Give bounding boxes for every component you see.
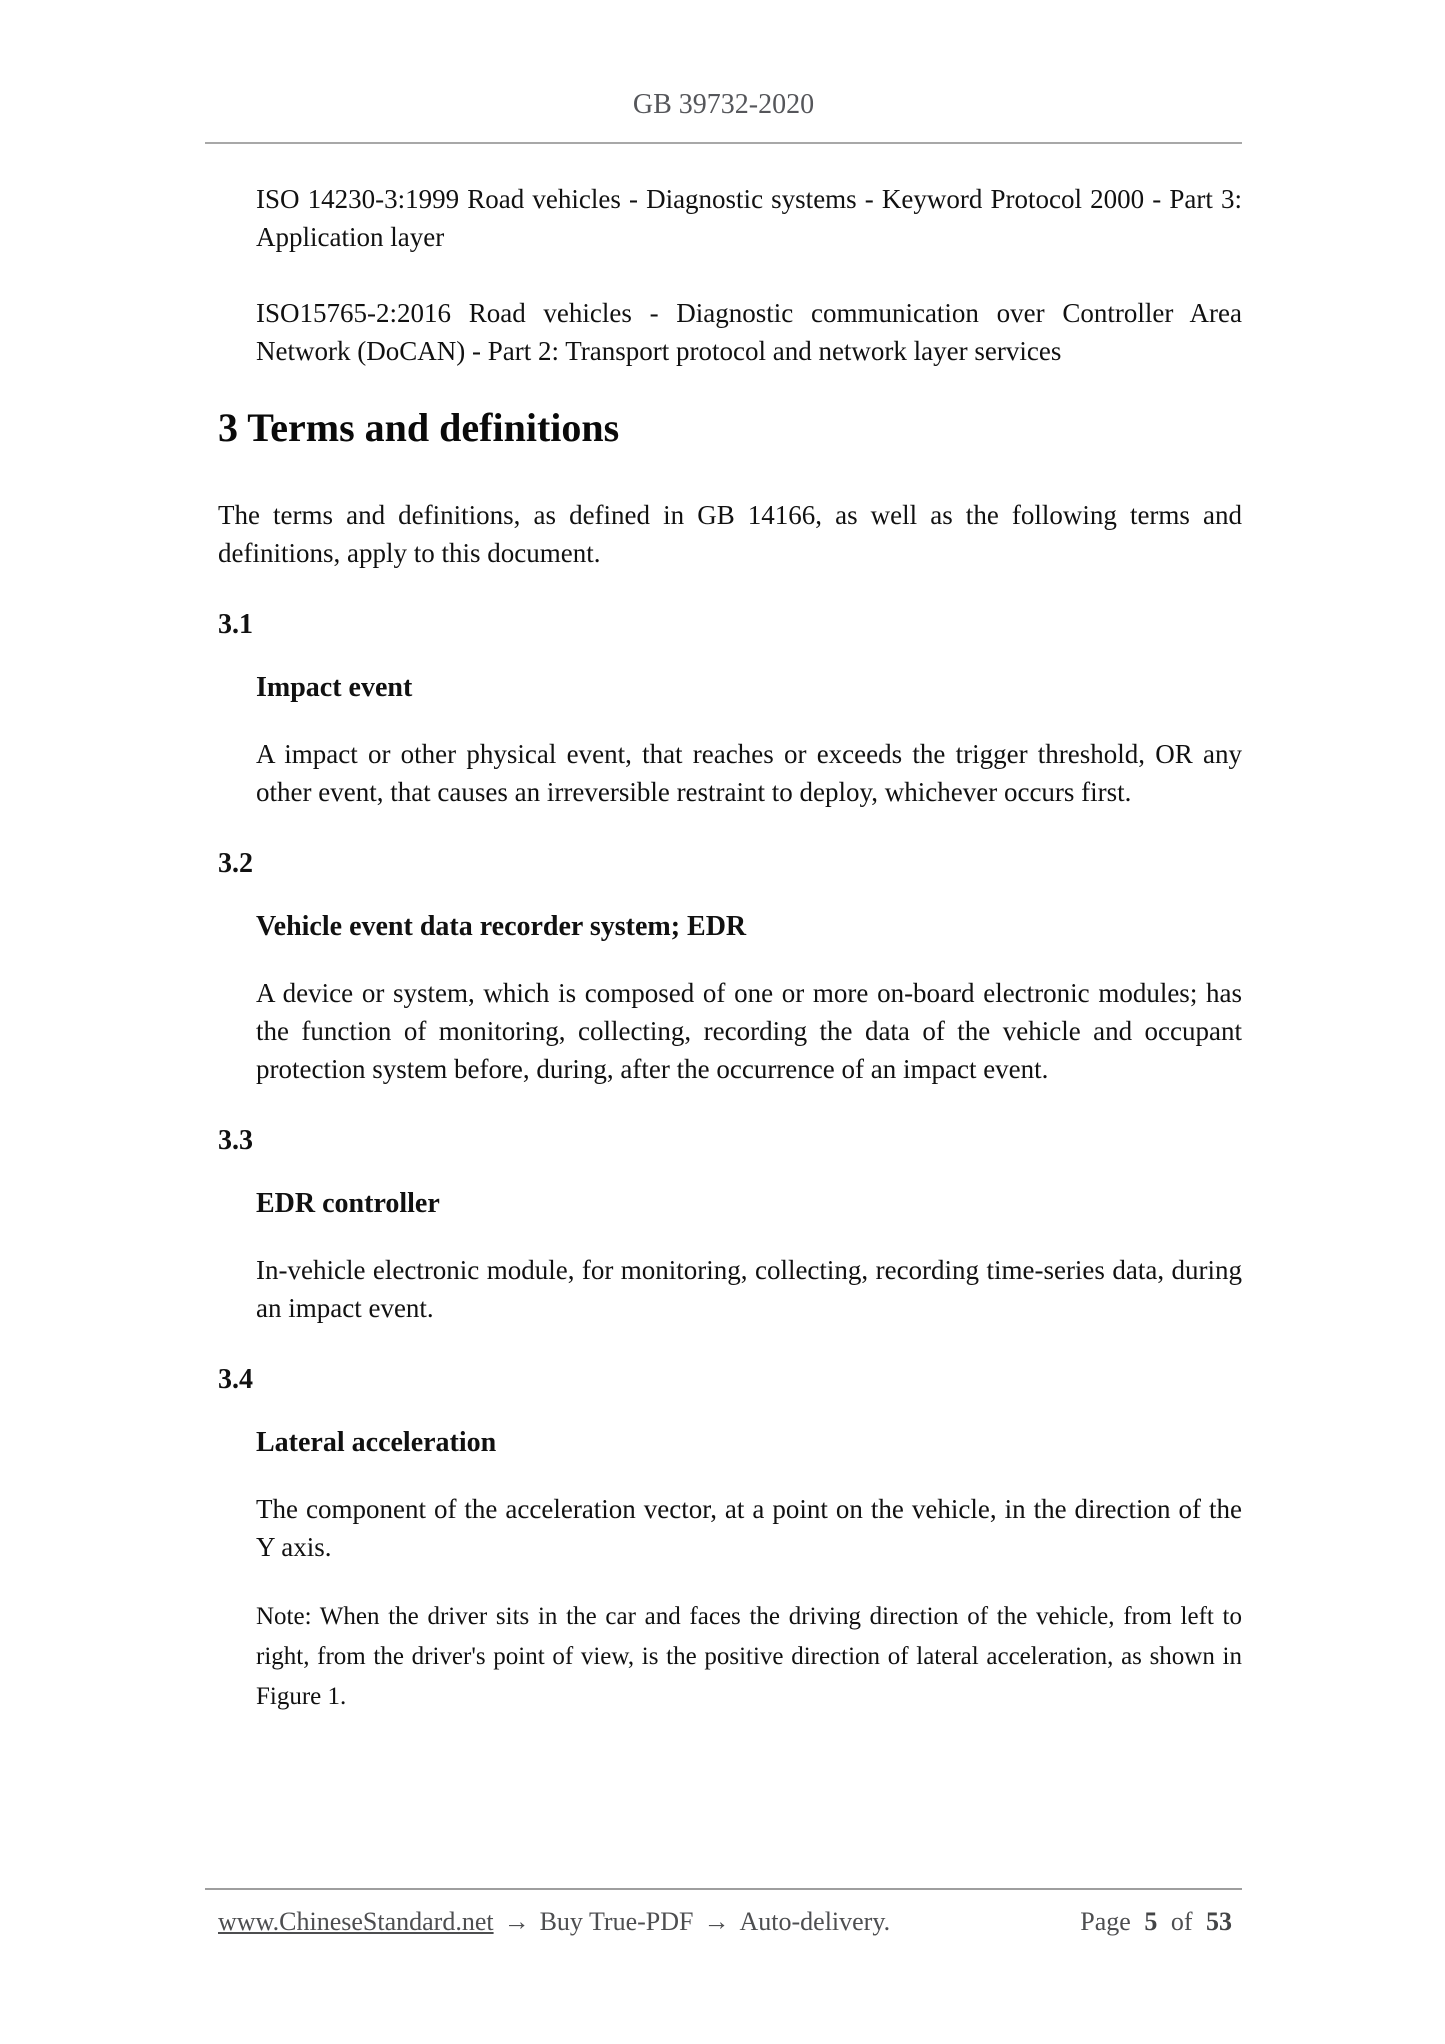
term-number: 3.2 [218, 848, 253, 879]
page-of: of [1170, 1907, 1193, 1936]
term-section-3-4 [205, 1362, 1242, 1717]
term-title: Lateral acceleration [256, 1427, 497, 1458]
section-heading: 3 Terms and definitions [218, 405, 620, 450]
page-content [205, 0, 1242, 1717]
running-header-doc-number: GB 39732-2020 [632, 89, 815, 120]
term-note: Note: When the driver sits in the car and faces the driving direction of the vehicle, from left to right, from the driver's point of view, is the positive direction of lateral acceleration, as shown in Figure 1. [256, 1603, 1242, 1710]
term-definition: A impact or other physical event, that reaches or exceeds the trigger threshold, OR any other event, that causes an irreversible restraint to deploy, whichever occurs first. [256, 739, 1242, 807]
term-definition: A device or system, which is composed of one or more on-board electronic modules; has the function of monitoring, collecting, recording the data of the vehicle and occupant protection system before, during, after the occurrence of an impact event. [256, 978, 1242, 1084]
page-label: Page [1080, 1907, 1131, 1936]
term-section-3-2 [205, 846, 1242, 1088]
term-title: Impact event [256, 672, 413, 703]
arrow-icon: → [703, 1907, 730, 1936]
footer-row [205, 1890, 1242, 1938]
footer-action-delivery: Auto-delivery. [739, 1907, 891, 1936]
term-definition: The component of the acceleration vector, at a point on the vehicle, in the direction of the Y axis. [256, 1494, 1242, 1562]
term-definition: In-vehicle electronic module, for monitoring, collecting, recording time-series data, during an impact event. [256, 1255, 1242, 1323]
reference-iso-15765: ISO15765-2:2016 Road vehicles - Diagnostic communication over Controller Area Network (DoCAN) - Part 2: Transport protocol and network layer services [256, 298, 1242, 366]
term-section-3-3 [205, 1123, 1242, 1327]
header-divider [205, 142, 1242, 144]
footer-action-buy: Buy True-PDF [539, 1907, 694, 1936]
term-number: 3.3 [218, 1125, 253, 1156]
page-current: 5 [1144, 1907, 1158, 1936]
reference-iso-14230: ISO 14230-3:1999 Road vehicles - Diagnostic systems - Keyword Protocol 2000 - Part 3: Application layer [256, 184, 1242, 252]
page-indicator [1080, 1906, 1232, 1938]
page-footer [205, 1888, 1242, 1938]
term-number: 3.4 [218, 1364, 253, 1395]
arrow-icon: → [503, 1907, 530, 1936]
footer-link[interactable]: www.ChineseStandard.net [218, 1907, 494, 1936]
page-total: 53 [1206, 1907, 1232, 1936]
intro-paragraph: The terms and definitions, as defined in GB 14166, as well as the following terms and definitions, apply to this document. [218, 500, 1242, 568]
term-section-3-1 [205, 607, 1242, 811]
term-title: EDR controller [256, 1188, 440, 1219]
term-number: 3.1 [218, 609, 253, 640]
term-title: Vehicle event data recorder system; EDR [256, 911, 747, 942]
footer-info [218, 1906, 890, 1938]
